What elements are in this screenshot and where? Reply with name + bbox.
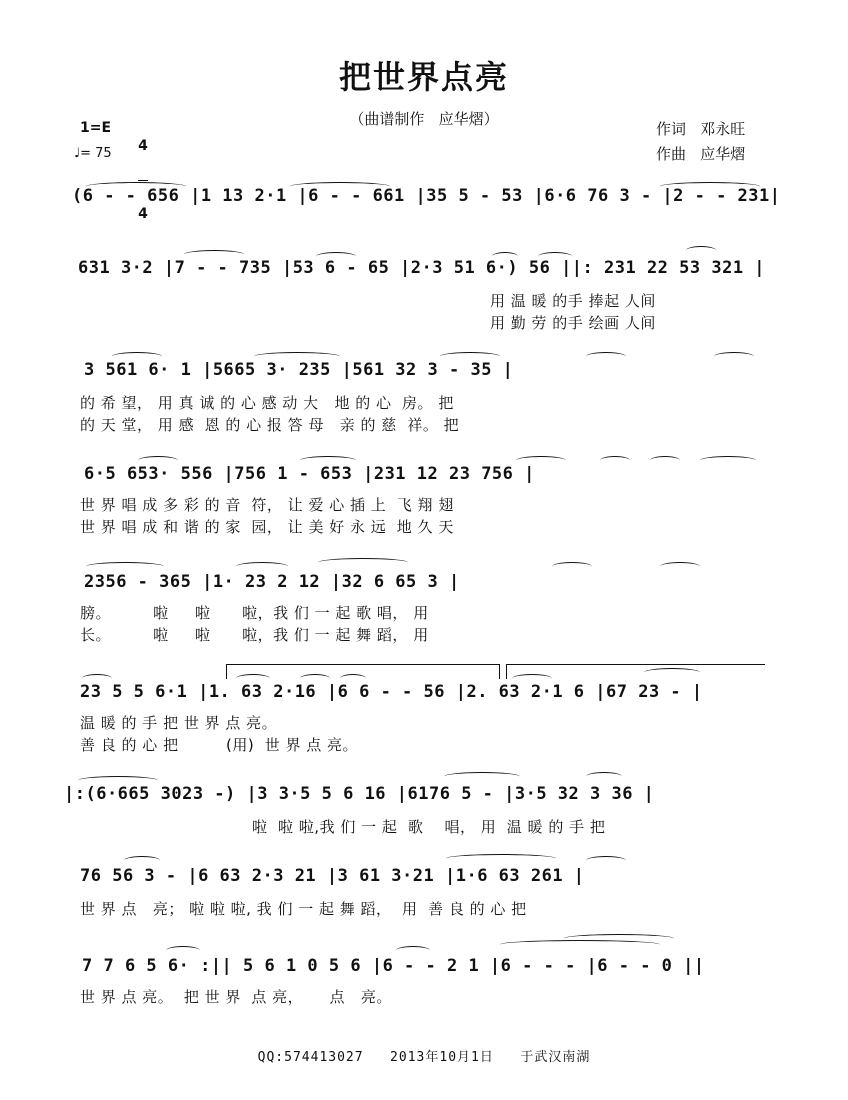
- score-line-5-lyrics-verse2: 长。 啦 啦 啦，我 们 一 起 舞 蹈， 用: [80, 626, 429, 644]
- score-line-3-lyrics-verse2: 的 天 堂， 用 感 恩 的 心 报 答 母 亲 的 慈 祥。 把: [80, 416, 460, 434]
- score-line-9-notes: 7 7 6 5 6· :|| 5 6 1 0 5 6 |6 - - 2 1 |6 - - - |6 - - 0 ||: [82, 956, 705, 976]
- lyricist-credit: 作词 邓永旺: [656, 120, 746, 138]
- score-line-2-notes: 631 3·2 |7 - - 735 |53 6 - 65 |2·3 51 6·) 56 ||: 231 22 53 321 |: [78, 258, 766, 278]
- score-line-6-lyrics-verse2: 善 良 的 心 把 (用) 世 界 点 亮。: [80, 736, 359, 754]
- score-line-8-lyrics: 世 界 点 亮； 啦 啦 啦, 我 们 一 起 舞 蹈， 用 善 良 的 心 把: [80, 900, 527, 918]
- score-line-4-notes: 6·5 653· 556 |756 1 - 653 |231 12 23 756 |: [84, 464, 535, 484]
- composer-credit: 作曲 应华熠: [656, 145, 746, 163]
- song-title: 把世界点亮: [338, 58, 509, 96]
- time-signature-top: 4: [138, 138, 148, 154]
- score-line-7-notes: |:(6·665 3023 -) |3 3·5 5 6 16 |6176 5 - |3·5 32 3 36 |: [64, 784, 655, 804]
- score-line-1-notes: (6 - - 656 |1 13 2·1 |6 - - 661 |35 5 - 53 |6·6 76 3 - |2 - - 231|: [72, 186, 781, 206]
- score-line-8-notes: 76 56 3 - |6 63 2·3 21 |3 61 3·21 |1·6 63 261 |: [80, 866, 585, 886]
- score-line-9-lyrics: 世 界 点 亮。 把 世 界 点 亮， 点 亮。: [80, 988, 392, 1006]
- score-line-5-notes: 2356 - 365 |1· 23 2 12 |32 6 65 3 |: [84, 572, 460, 592]
- score-line-5-lyrics-verse1: 膀。 啦 啦 啦，我 们 一 起 歌 唱， 用: [80, 604, 429, 622]
- score-line-2-lyrics-verse1: 用 温 暖 的手 捧起 人间: [490, 292, 656, 310]
- score-line-3-lyrics-verse1: 的 希 望， 用 真 诚 的 心 感 动 大 地 的 心 房。 把: [80, 394, 454, 412]
- arranger-credit: （曲谱制作 应华熠）: [349, 110, 499, 128]
- footer-note: QQ:574413027 2013年10月1日 于武汉南湖: [257, 1050, 591, 1065]
- time-signature: [138, 114, 148, 234]
- score-line-4-lyrics-verse1: 世 界 唱 成 多 彩 的 音 符， 让 爱 心 插 上 飞 翔 翅: [80, 496, 454, 514]
- score-line-6-notes: 23 5 5 6·1 |1. 63 2·16 |6 6 - - 56 |2. 63 2·1 6 |67 23 - |: [80, 682, 703, 702]
- score-line-2-lyrics-verse2: 用 勤 劳 的手 绘画 人间: [490, 314, 656, 332]
- score-line-7-lyrics: 啦 啦 啦,我 们 一 起 歌 唱， 用 温 暖 的 手 把: [252, 818, 606, 836]
- time-signature-bottom: 4: [138, 206, 148, 222]
- score-line-6-lyrics-verse1: 温 暖 的 手 把 世 界 点 亮。: [80, 714, 278, 732]
- score-line-3-notes: 3 561 6· 1 |5665 3· 235 |561 32 3 - 35 |: [84, 360, 514, 380]
- score-line-4-lyrics-verse2: 世 界 唱 成 和 谐 的 家 园， 让 美 好 永 远 地 久 天: [80, 518, 454, 536]
- tempo-marking: ♩= 75: [74, 146, 112, 161]
- key-signature: 1=E: [80, 120, 112, 136]
